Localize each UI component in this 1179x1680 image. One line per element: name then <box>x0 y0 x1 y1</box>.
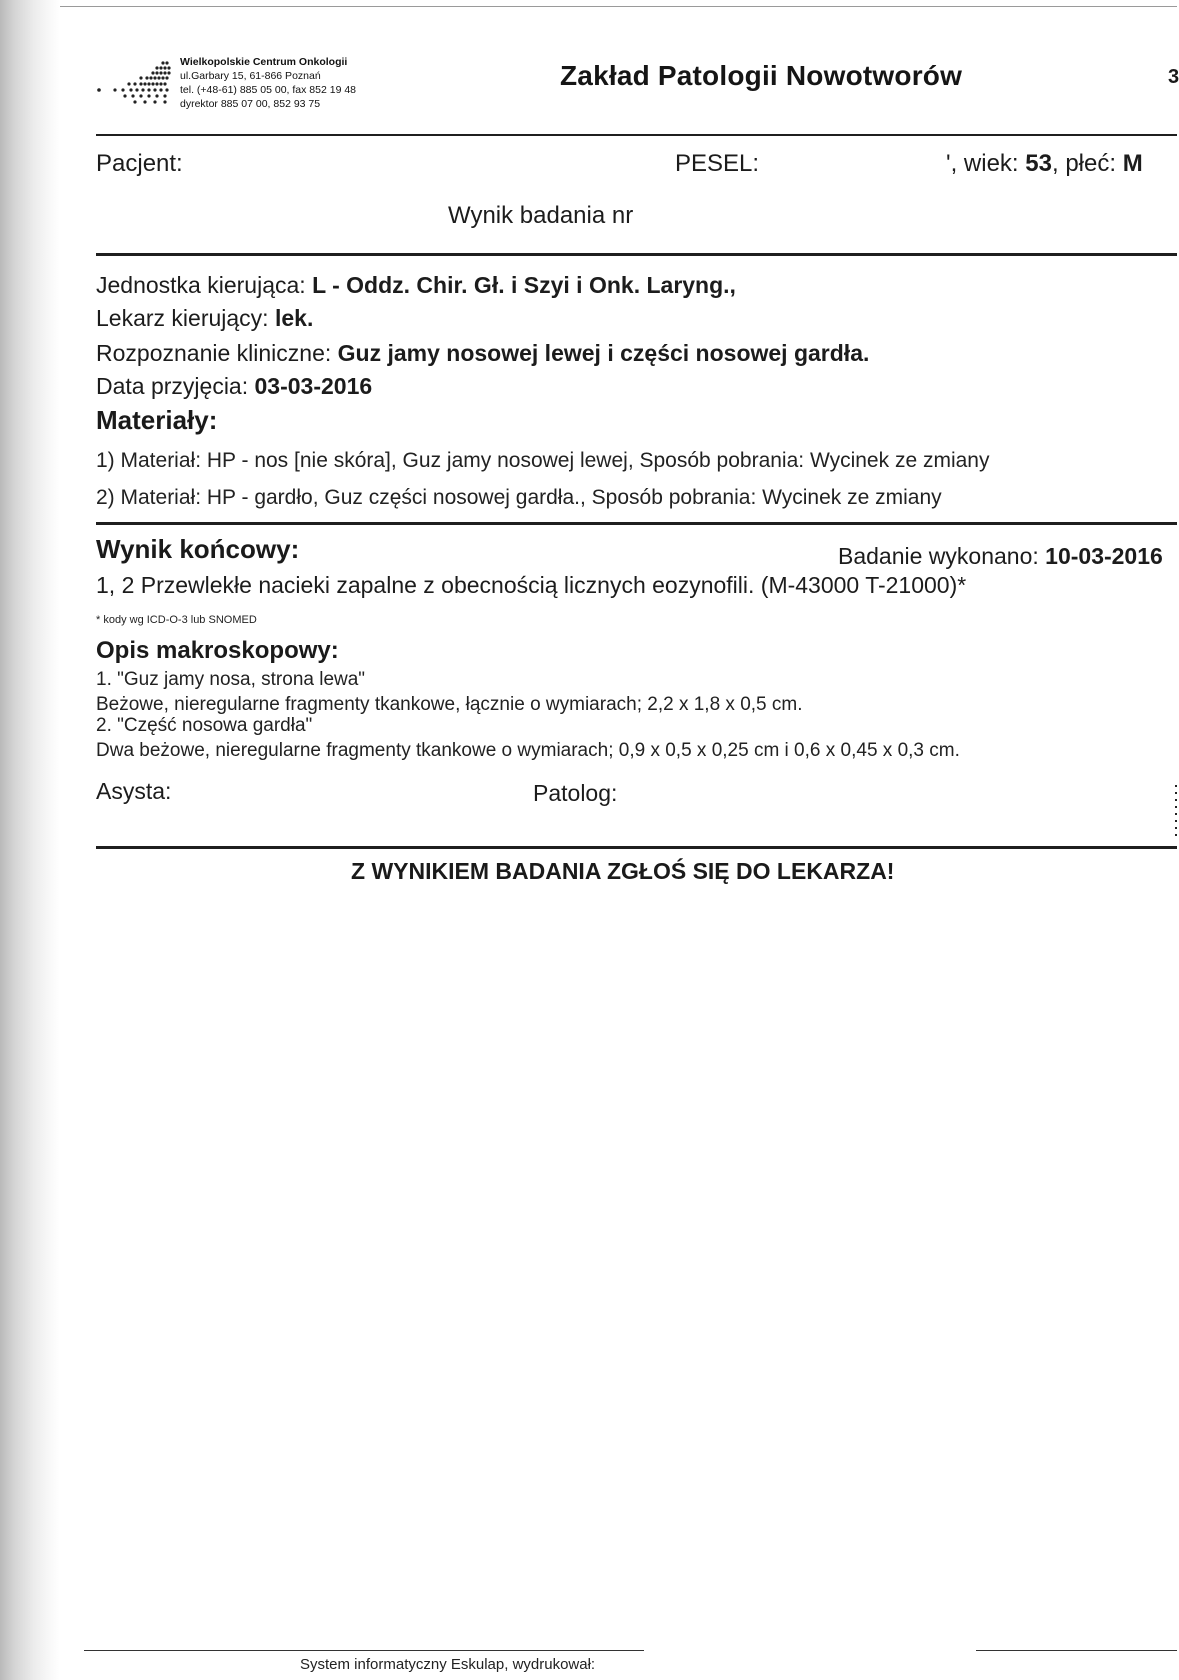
institution-logo-icon <box>95 57 175 112</box>
notice-banner: Z WYNIKIEM BADANIA ZGŁOŚ SIĘ DO LEKARZA! <box>351 858 895 884</box>
referral-doctor <box>96 305 313 332</box>
referral-unit <box>96 272 736 299</box>
admission-date-label: Data przyjęcia: <box>96 373 249 399</box>
referral-unit-label: Jednostka kierująca: <box>96 272 306 298</box>
patient-label: Pacjent: <box>96 150 183 177</box>
institution-name: Wielkopolskie Centrum Onkologii <box>180 56 348 68</box>
scan-edge-shadow <box>0 0 60 1680</box>
patient-rule <box>96 253 1177 256</box>
signature-rule <box>96 846 1177 849</box>
header-rule <box>96 134 1177 136</box>
admission-date-value: 03-03-2016 <box>254 373 373 399</box>
institution-info <box>180 55 356 111</box>
codes-note: * kody wg ICD-O-3 lub SNOMED <box>96 614 257 626</box>
final-result-text: 1, 2 Przewlekłe nacieki zapalne z obecnością licznych eozynofili. (M-43000 T-21000)* <box>96 572 967 598</box>
age-prefix: ', wiek: <box>946 150 1019 177</box>
final-result-heading: Wynik końcowy: <box>96 534 300 564</box>
referral-doctor-value: lek. <box>274 305 314 331</box>
footer-rule-right <box>976 1650 1177 1651</box>
sex-label: , płeć: <box>1051 150 1117 177</box>
admission-date <box>96 373 372 400</box>
department-title: Zakład Patologii Nowotworów <box>560 60 963 91</box>
macro-line-1: 1. "Guz jamy nosa, strona lewa" <box>96 669 366 690</box>
performed-date-label: Badanie wykonano: <box>838 543 1039 569</box>
material-item-1: 1) Materiał: HP - nos [nie skóra], Guz jamy nosowej lewej, Sposób pobrania: Wycinek ze zmiany <box>96 449 990 472</box>
assistant-label: Asysta: <box>96 778 172 804</box>
macro-heading: Opis makroskopowy: <box>96 637 339 664</box>
material-item-2: 2) Materiał: HP - gardło, Guz części nosowej gardła., Sposób pobrania: Wycinek ze zmiany <box>96 486 942 509</box>
referral-unit-value: L - Oddz. Chir. Gł. i Szyi i Onk. Laryng., <box>312 272 736 298</box>
page-number: 3 <box>1168 66 1179 88</box>
institution-phone: tel. (+48-61) 885 05 00, fax 852 19 48 <box>180 84 357 96</box>
referral-doctor-label: Lekarz kierujący: <box>96 305 269 331</box>
institution-address: ul.Garbary 15, 61-866 Poznań <box>180 70 321 82</box>
signature-dotted-line <box>1175 785 1177 840</box>
materials-rule <box>96 522 1177 525</box>
patient-age: 53 <box>1025 150 1052 177</box>
scan-top-line <box>60 6 1177 7</box>
macro-line-3: 2. "Część nosowa gardła" <box>96 715 313 736</box>
footer-system-info: System informatyczny Eskulap, wydrukował: <box>300 1656 596 1673</box>
pesel-label: PESEL: <box>675 150 760 177</box>
report-title: Wynik badania nr <box>448 202 634 229</box>
pathologist-label: Patolog: <box>533 780 618 806</box>
patient-age-sex <box>946 150 1143 178</box>
footer-rule-left <box>84 1650 644 1651</box>
macro-line-2: Beżowe, nieregularne fragmenty tkankowe, łącznie o wymiarach; 2,2 x 1,8 x 0,5 cm. <box>96 694 803 715</box>
macro-line-4: Dwa beżowe, nieregularne fragmenty tkankowe o wymiarach; 0,9 x 0,5 x 0,25 cm i 0,6 x 0,45 x 0,3 cm. <box>96 740 960 761</box>
clinical-diagnosis-value: Guz jamy nosowej lewej i części nosowej gardła. <box>337 340 870 366</box>
clinical-diagnosis-label: Rozpoznanie kliniczne: <box>96 340 332 366</box>
materials-heading: Materiały: <box>96 405 218 435</box>
patient-sex: M <box>1122 150 1143 177</box>
performed-date <box>838 543 1163 570</box>
institution-director: dyrektor 885 07 00, 852 93 75 <box>180 98 321 110</box>
clinical-diagnosis <box>96 340 869 367</box>
performed-date-value: 10-03-2016 <box>1045 543 1163 569</box>
